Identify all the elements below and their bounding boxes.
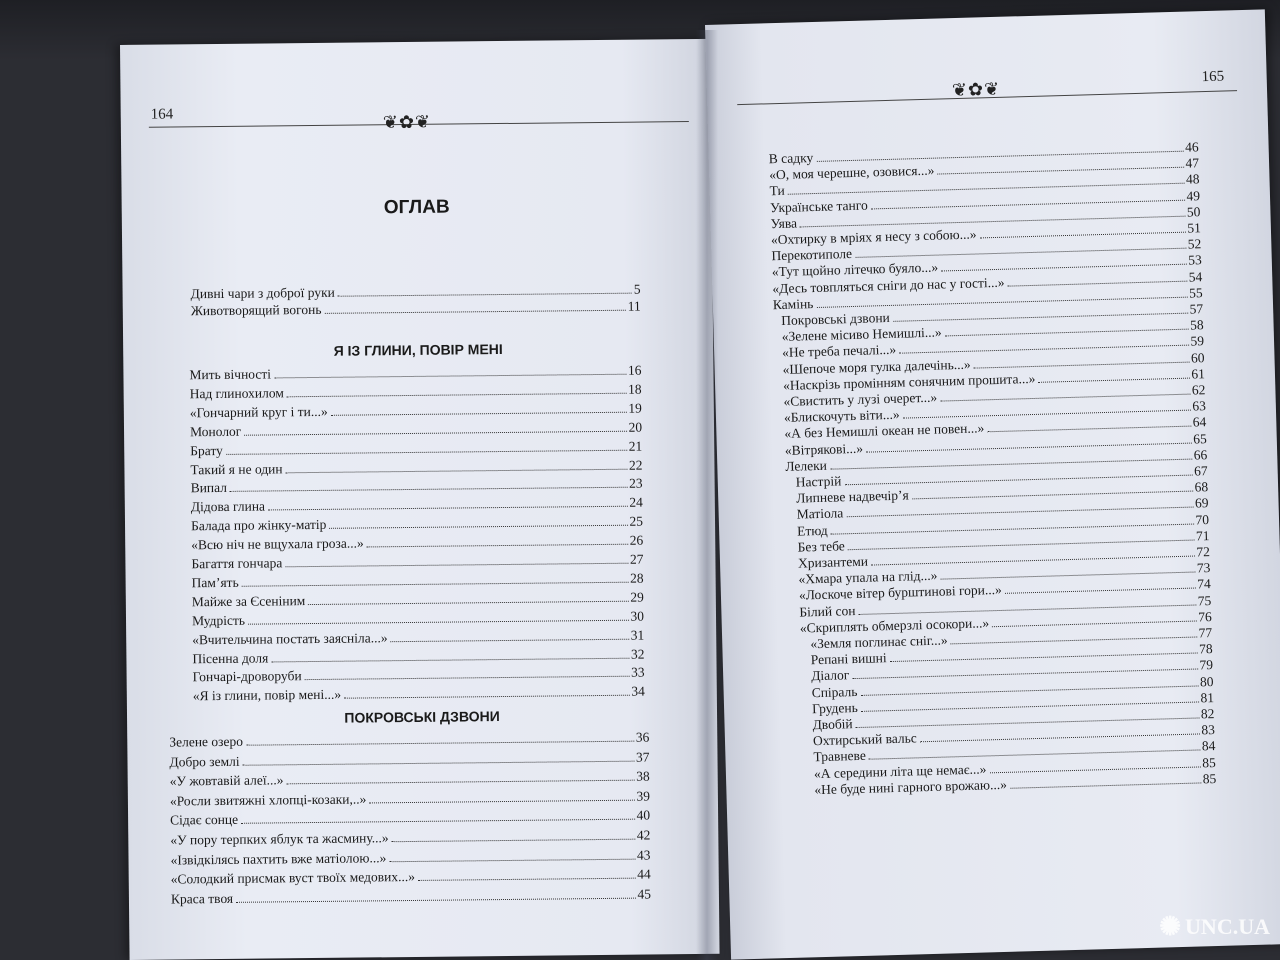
toc-entry-title: Матіола [796, 505, 844, 523]
toc-entry [169, 729, 649, 750]
dot-leader [392, 839, 635, 843]
right-page-number: 165 [1201, 68, 1225, 86]
toc-entry-page: 48 [1185, 171, 1200, 188]
dot-leader [286, 780, 634, 785]
toc-entry [191, 476, 643, 497]
dot-leader [286, 468, 627, 473]
dot-leader [391, 638, 629, 641]
toc-entry-title: «Гончарний круг і ти...» [189, 403, 328, 421]
toc-entry-title: «Росли звитяжні хлопці-козаки,..» [169, 791, 367, 809]
toc-entry-title: Пам’ять [191, 574, 239, 591]
dot-leader [344, 695, 629, 699]
toc-entry-title: В садку [768, 150, 814, 167]
toc-entry [170, 769, 650, 790]
toc-entry-page: 63 [1192, 398, 1207, 414]
dot-leader [248, 619, 628, 624]
toc-entry-page: 19 [628, 400, 642, 416]
toc-entry-title: Охтирський вальс [812, 730, 917, 749]
toc-entry [192, 570, 644, 591]
dot-leader [308, 601, 628, 605]
dot-leader [271, 657, 629, 662]
toc-entry-page: 82 [1200, 706, 1215, 722]
toc-entry-title: Зелене озеро [169, 733, 244, 750]
toc-entry-title: «Ізвідкілясь пахтить вже матіолою...» [170, 849, 387, 868]
toc-entry-page: 77 [1198, 625, 1213, 641]
toc-entry-title: Сідає сонце [170, 812, 239, 828]
page-title: ОГЛАВ [383, 196, 450, 219]
toc-entry-page: 36 [635, 729, 650, 745]
toc-entry [190, 400, 642, 421]
toc-entry-title: «Тут щойно літечко буяло...» [771, 259, 939, 280]
toc-entry-page: 75 [1197, 592, 1212, 609]
toc-entry [170, 847, 650, 868]
left-page [120, 39, 720, 960]
toc-entry-title: «Зелене місиво Немишлі...» [781, 324, 942, 345]
toc-entry-page: 58 [1189, 317, 1204, 333]
toc-entry-page: 33 [631, 664, 645, 681]
toc-entry-page: 81 [1200, 689, 1215, 706]
toc-entry-title: Багаття гончара [191, 555, 283, 572]
toc-entry-title: «Солодкий присмак вуст твоїх медових...» [170, 869, 415, 887]
toc-entry-title: Дивні чари з доброї руки [190, 284, 335, 302]
toc-entry [170, 827, 650, 848]
toc-entry-title: «Шепоче моря гулка далечінь...» [782, 356, 971, 377]
toc-entry-title: Перекотиполе [771, 246, 853, 264]
toc-entry-page: 85 [1202, 770, 1217, 787]
toc-entry-page: 84 [1201, 738, 1216, 754]
dot-leader [236, 897, 635, 902]
dot-leader [367, 544, 628, 548]
toc-entry-page: 67 [1193, 463, 1208, 479]
dot-leader [1010, 782, 1201, 788]
toc-entry [192, 627, 644, 648]
toc-entry-title: Дідова глина [190, 498, 266, 515]
toc-entry-title: Краса твоя [170, 890, 234, 907]
toc-entry-title: «Свистить у лузі очерет...» [783, 389, 938, 409]
toc-entry-page: 83 [1201, 722, 1216, 738]
toc-entry-title: Діалог [811, 667, 850, 684]
toc-entry-page: 55 [1188, 285, 1203, 301]
dot-leader [285, 563, 628, 568]
dot-leader [287, 393, 626, 398]
toc-entry-title: Такий я не один [190, 460, 283, 477]
dot-leader [246, 741, 634, 746]
toc-entry-page: 61 [1191, 365, 1206, 382]
toc-entry-page: 65 [1193, 430, 1207, 447]
toc-entry-page: 40 [636, 807, 651, 824]
toc-entry-title: «Десь товпляться сніги до нас у гості...» [772, 274, 1005, 296]
toc-entry-page: 21 [628, 438, 643, 454]
toc-entry-page: 30 [630, 608, 645, 624]
toc-entry-title: Репані вишні [810, 650, 887, 668]
toc-entry-title: Настрій [795, 473, 842, 490]
toc-entry-title: «Скриплять обмерзлі осокори...» [799, 615, 990, 636]
left-page-number: 164 [150, 106, 174, 123]
toc-entry-title: Монолог [189, 423, 242, 439]
toc-entry-title: Без тебе [797, 538, 846, 555]
toc-entry [190, 419, 642, 440]
dot-leader [369, 799, 634, 803]
toc-entry-page: 50 [1186, 204, 1201, 220]
toc-entry [192, 646, 644, 667]
toc-entry-title: «Вчительчина постать заясніла...» [192, 629, 388, 647]
toc-entry-title: «Земля поглинає сніг...» [810, 632, 948, 652]
toc-entry [193, 665, 645, 686]
toc-entry-page: 76 [1198, 608, 1212, 625]
dot-leader [242, 582, 628, 587]
toc-entry-title: «У пору терпких яблук та жасмину...» [170, 830, 389, 848]
dot-leader [1038, 377, 1189, 382]
toc-entry-page: 72 [1196, 544, 1211, 560]
toc-entry-title: Брату [190, 442, 223, 458]
toc-entry-page: 64 [1192, 414, 1207, 430]
toc-entry-page: 16 [627, 362, 642, 378]
toc-entry-title: Випал [190, 480, 228, 496]
toc-entry-page: 31 [630, 627, 645, 643]
section-heading-bells: ПОКРОВСЬКІ ДЗВОНИ [344, 708, 500, 726]
dot-leader [389, 858, 635, 862]
toc-entry-page: 54 [1188, 268, 1203, 285]
floral-ornament-icon: ❦✿❦ [382, 111, 432, 133]
toc-entry-page: 69 [1194, 495, 1209, 511]
toc-entry-title: Лелеки [785, 457, 828, 474]
toc-entry-page: 78 [1198, 641, 1213, 657]
toc-entry-title: «Я із глини, повір мені...» [192, 687, 342, 704]
toc-entry-page: 85 [1202, 754, 1216, 770]
toc-entry-page: 24 [629, 494, 643, 510]
toc-entry [192, 608, 644, 629]
toc-entry-title: Балада про жінку-матір [190, 517, 327, 534]
toc-entry-title: «Не треба печалі...» [781, 342, 897, 361]
toc-entry [193, 684, 645, 705]
toc-entry-page: 44 [637, 866, 651, 882]
toc-entry-title: Грудень [811, 699, 858, 717]
toc-entry [171, 886, 651, 907]
toc-entry [191, 298, 641, 319]
toc-entry-title: Липневе надвечір’я [796, 487, 909, 506]
toc-entry-page: 80 [1199, 673, 1214, 690]
toc-entry-title: Пісенна доля [192, 649, 269, 666]
toc-entry [190, 438, 642, 459]
toc-entry-title: Українське танго [769, 197, 868, 215]
toc-entry-title: Над глинохилом [189, 385, 284, 402]
toc-entry [170, 808, 650, 829]
toc-entry-page: 59 [1190, 333, 1205, 349]
toc-entry-page: 46 [1184, 139, 1199, 155]
toc-entry [190, 457, 642, 478]
toc-entry-title: «Хмара упала на глід...» [798, 567, 938, 587]
toc-entry-page: 71 [1195, 527, 1210, 544]
toc-entry-page: 5 [633, 281, 641, 297]
dot-leader [226, 449, 627, 454]
toc-entry-title: Гончарі-дроворуби [192, 668, 302, 685]
toc-entry-page: 42 [636, 827, 651, 843]
toc-entry-page: 37 [635, 749, 650, 765]
toc-entry-page: 74 [1197, 576, 1212, 592]
toc-entry-page: 68 [1194, 479, 1209, 495]
toc-entry-page: 53 [1188, 252, 1202, 268]
toc-entry-page: 43 [636, 847, 651, 863]
toc-entry-page: 66 [1193, 446, 1208, 463]
toc-entry-page: 57 [1189, 301, 1204, 317]
toc-entry-title: «О, моя черешне, озовися...» [769, 162, 935, 183]
toc-entry [191, 533, 643, 554]
dot-leader [230, 487, 627, 492]
toc-entry-title: Добро землі [169, 753, 240, 770]
toc-entry-page: 27 [629, 551, 644, 567]
toc-entry-page: 26 [629, 532, 644, 548]
dot-leader [241, 819, 635, 824]
toc-entry-page: 29 [630, 589, 644, 605]
toc-entry-title: «Охтирку в мріях я несу з собою...» [770, 226, 977, 248]
toc-entry-title: «Не буде нині гарного врожаю...» [814, 776, 1008, 798]
dot-leader [338, 293, 632, 297]
dot-leader [331, 412, 627, 416]
toc-entry-title: Етюд [796, 522, 828, 539]
toc-entry-title: «Блискочуть віти...» [783, 406, 900, 426]
toc-entry-page: 34 [631, 683, 645, 699]
toc-entry-title: Покровські дзвони [781, 309, 890, 328]
toc-entry-page: 20 [628, 419, 643, 435]
toc-entry-title: Білий сон [799, 602, 856, 620]
toc-entry-title: Уява [770, 215, 798, 232]
toc-entry-page: 51 [1187, 220, 1202, 236]
toc-entry-page: 60 [1190, 349, 1205, 366]
toc-entry-title: Мить вічності [189, 366, 272, 383]
right-page [705, 9, 1280, 959]
toc-entry-title: Животворящий вогонь [190, 301, 322, 318]
toc-entry-page: 45 [637, 886, 651, 902]
toc-entry [191, 514, 643, 535]
toc-entry [192, 589, 644, 610]
toc-entry-title: «Вітрякові...» [784, 440, 864, 458]
dot-leader [268, 506, 627, 511]
toc-entry-title: Камінь [772, 295, 814, 313]
toc-entry-title: «Всю ніч не вщухала гроза...» [191, 535, 364, 553]
toc-entry-title: «У жовтавій алеї...» [169, 772, 284, 789]
toc-entry-title: «Лоскоче вітер бурштинові гори...» [798, 582, 1002, 603]
toc-entry-page: 79 [1199, 657, 1214, 673]
toc-entry-title: «Наскрізь промінням сонячним прошита...» [782, 370, 1036, 393]
dot-leader [305, 676, 629, 680]
toc-entry [170, 788, 650, 809]
toc-entry-title: Хризантеми [797, 553, 869, 571]
dot-leader [243, 760, 634, 765]
toc-entry [169, 749, 649, 770]
sun-logo-icon: ✺ [1159, 912, 1182, 941]
floral-ornament-icon: ❦✿❦ [951, 78, 1001, 101]
toc-entry-page: 52 [1187, 236, 1202, 252]
toc-entry-page: 22 [628, 457, 643, 473]
toc-entry [191, 552, 643, 573]
toc-entry-page: 18 [628, 381, 642, 397]
toc-entry-title: Травневе [813, 748, 867, 765]
toc-entry-page: 70 [1195, 511, 1210, 528]
toc-entry-page: 23 [629, 475, 643, 492]
dot-leader [244, 430, 626, 435]
toc-entry-title: «А середини літа ще немає...» [813, 761, 987, 781]
dot-leader [274, 374, 626, 379]
toc-entry-title: «А без Немишлі океан не повен...» [784, 420, 985, 442]
toc-entry [189, 363, 641, 384]
dot-leader [324, 309, 625, 313]
toc-entry-page: 47 [1185, 155, 1200, 171]
toc-entry-page: 32 [630, 646, 645, 662]
toc-entry-page: 25 [629, 513, 644, 529]
watermark-text: UNC.UA [1185, 914, 1270, 939]
toc-entry-page: 38 [636, 768, 650, 784]
toc-entry-title: Майже за Єсеніним [191, 592, 306, 610]
watermark [1159, 912, 1270, 942]
toc-entry-title: Ти [769, 183, 786, 199]
dot-leader [329, 525, 627, 529]
section-heading-clay: Я ІЗ ГЛИНИ, ПОВІР МЕНІ [333, 341, 503, 359]
toc-entry-page: 28 [630, 570, 644, 586]
toc-entry-page: 62 [1191, 382, 1206, 398]
toc-entry-title: Спіраль [811, 683, 858, 700]
toc-entry-title: Мудрість [191, 612, 246, 628]
toc-entry-page: 11 [627, 298, 641, 314]
toc-entry-page: 49 [1186, 187, 1201, 204]
toc-entry-title: Двобій [812, 716, 853, 733]
toc-entry-page: 73 [1196, 560, 1211, 576]
toc-entry [191, 495, 643, 516]
toc-entry-page: 39 [636, 788, 650, 804]
dot-leader [418, 878, 635, 881]
toc-entry [171, 867, 651, 888]
toc-entry [190, 381, 642, 402]
